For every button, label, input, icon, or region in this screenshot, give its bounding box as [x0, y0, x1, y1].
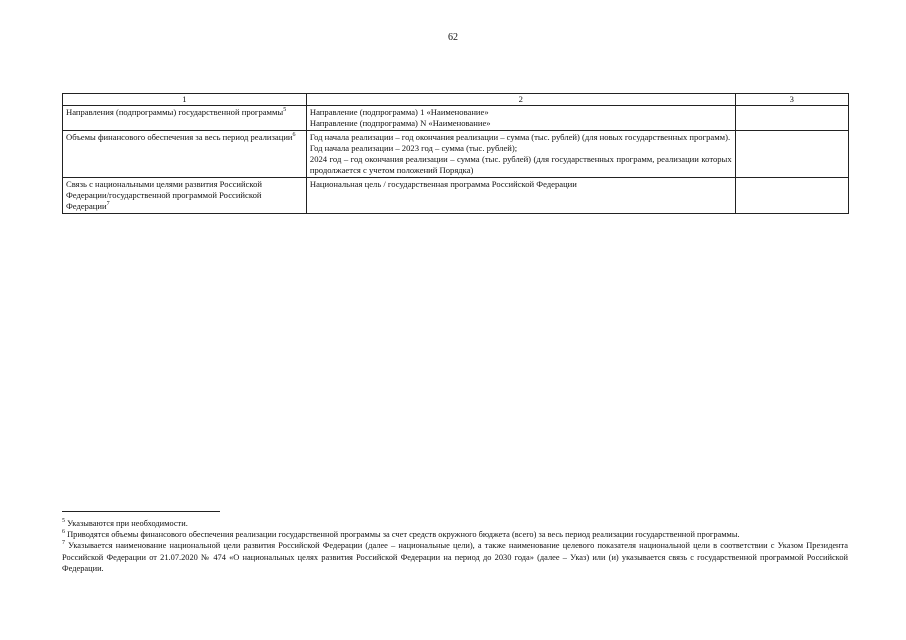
program-passport-table — [62, 93, 849, 214]
row-content-line: Национальная цель / государственная программа Российской Федерации — [309, 179, 577, 189]
row-label-cell — [63, 106, 307, 131]
row-content-cell — [306, 178, 735, 214]
row-content-line: Год начала реализации – 2023 год – сумма (тыс. рублей); — [309, 143, 518, 153]
row-content-line: Год начала реализации – год окончания реализации – сумма (тыс. рублей) (для новых государственных программ). — [309, 132, 731, 142]
footnote-number: 6 — [62, 529, 65, 536]
column-header-2: 2 — [306, 94, 735, 106]
footnotes — [62, 518, 848, 574]
footnote-text: Указывается наименование национальной цели развития Российской Федерации (далее – национальные цели), а также наименование целевого показателя национальной цели в соответствии с Указом Президента Российской Федерации от 21.07.2020 № 474 «О национальных целях развития Российской Федерации на период до 2030 года» (далее – Указ) или (и) указывается связь с государственной программой Российской Федерации. — [62, 541, 849, 573]
footnote-number: 7 — [62, 540, 65, 547]
row-label: Направления (подпрограммы) государственной программы — [66, 107, 284, 117]
row-label-cell — [63, 131, 307, 178]
table-row — [63, 131, 849, 178]
row-content-cell — [306, 131, 735, 178]
table-row — [63, 178, 849, 214]
footnote-5 — [62, 518, 848, 529]
row-content-line: 2024 год – год окончания реализации – сумма (тыс. рублей) (для государственных программ, реализации которых продолжается с учетом положений Порядка) — [309, 154, 732, 175]
row-label: Связь с национальными целями развития Российской Федерации/государственной программой Российской Федерации — [66, 179, 263, 211]
page-number: 62 — [448, 32, 458, 43]
column-header-3: 3 — [735, 94, 848, 106]
footnote-text: Приводятся объемы финансового обеспечения реализации государственной программы за счет средств окружного бюджета (всего) за весь период реализации государственной программы. — [67, 530, 740, 540]
footnote-separator — [62, 511, 220, 512]
row-extra-cell — [735, 106, 848, 131]
table-header-row — [63, 94, 849, 106]
row-extra-cell — [735, 131, 848, 178]
row-extra-cell — [735, 178, 848, 214]
footnote-text: Указываются при необходимости. — [67, 519, 188, 528]
footnote-7 — [62, 540, 848, 574]
footnote-ref: 5 — [283, 107, 287, 114]
row-label: Объемы финансового обеспечения за весь период реализации — [66, 132, 293, 142]
footnote-ref: 6 — [292, 132, 296, 139]
column-header-1: 1 — [63, 94, 307, 106]
footnote-6 — [62, 529, 848, 540]
row-content-cell — [306, 106, 735, 131]
row-content-line: Направление (подпрограмма) N «Наименование» — [309, 118, 491, 128]
row-content-line: Направление (подпрограмма) 1 «Наименование» — [309, 107, 489, 117]
footnote-ref: 7 — [106, 201, 110, 208]
table-row — [63, 106, 849, 131]
footnote-number: 5 — [62, 518, 65, 525]
row-label-cell — [63, 178, 307, 214]
